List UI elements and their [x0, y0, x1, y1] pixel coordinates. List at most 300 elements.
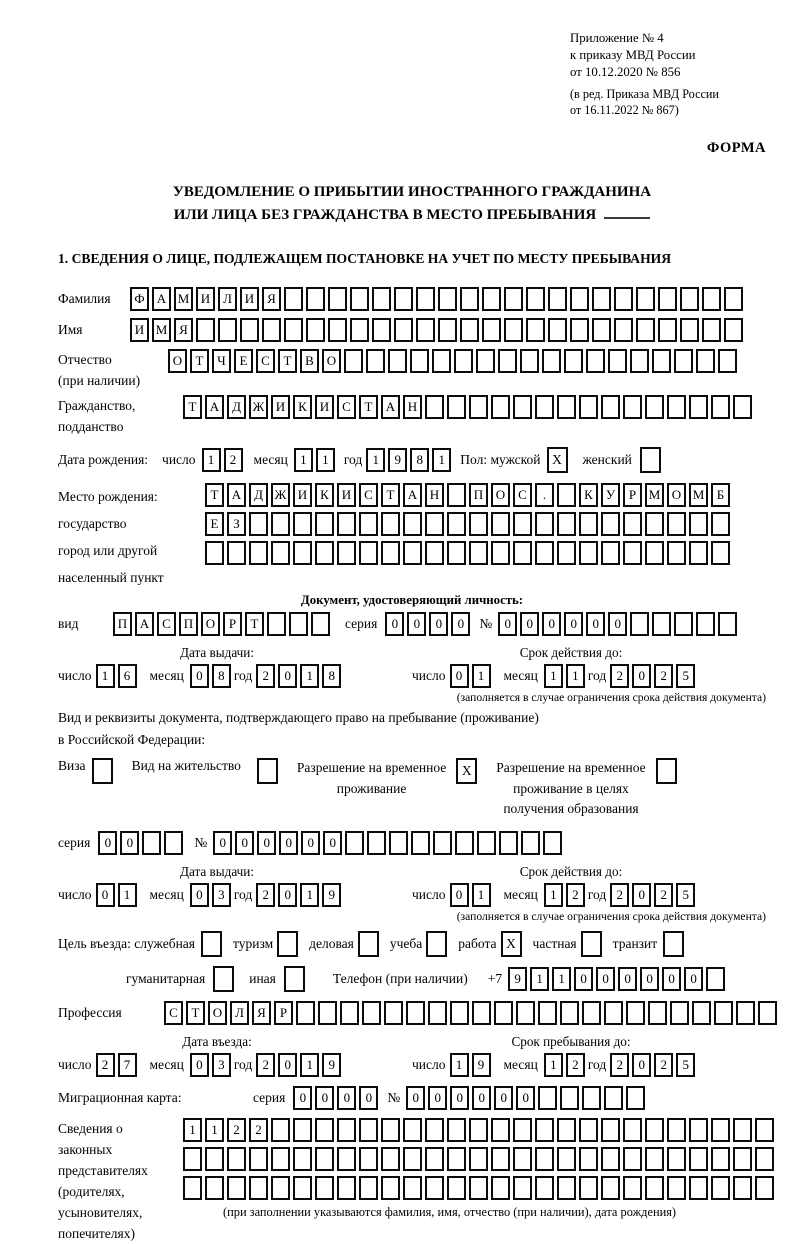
- char-cell[interactable]: 2: [566, 883, 585, 907]
- char-cell[interactable]: [702, 318, 721, 342]
- char-cell[interactable]: [293, 1176, 312, 1200]
- char-cell[interactable]: [680, 318, 699, 342]
- char-cell[interactable]: А: [205, 395, 224, 419]
- char-cell[interactable]: [337, 1176, 356, 1200]
- char-cell[interactable]: [535, 1176, 554, 1200]
- char-cell[interactable]: [667, 512, 686, 536]
- char-cell[interactable]: 9: [322, 883, 341, 907]
- char-cell[interactable]: 2: [256, 1053, 275, 1077]
- char-cell[interactable]: 0: [323, 831, 342, 855]
- char-cell[interactable]: [718, 612, 737, 636]
- char-cell[interactable]: [560, 1086, 579, 1110]
- char-cell[interactable]: 0: [450, 664, 469, 688]
- char-cell[interactable]: 0: [632, 883, 651, 907]
- char-cell[interactable]: [733, 1176, 752, 1200]
- char-cell[interactable]: [538, 1086, 557, 1110]
- char-cell[interactable]: [432, 349, 451, 373]
- char-cell[interactable]: [366, 349, 385, 373]
- char-cell[interactable]: [645, 512, 664, 536]
- char-cell[interactable]: [601, 541, 620, 565]
- char-cell[interactable]: [557, 512, 576, 536]
- char-cell[interactable]: [183, 1147, 202, 1171]
- char-cell[interactable]: [521, 831, 540, 855]
- char-cell[interactable]: Т: [278, 349, 297, 373]
- char-cell[interactable]: [425, 1147, 444, 1171]
- char-cell[interactable]: [476, 349, 495, 373]
- char-cell[interactable]: [516, 1001, 535, 1025]
- char-cell[interactable]: [438, 318, 457, 342]
- char-cell[interactable]: [394, 318, 413, 342]
- char-cell[interactable]: [337, 1147, 356, 1171]
- char-cell[interactable]: [271, 512, 290, 536]
- char-cell[interactable]: О: [667, 483, 686, 507]
- char-cell[interactable]: [425, 1118, 444, 1142]
- char-cell[interactable]: 1: [300, 664, 319, 688]
- char-cell[interactable]: [447, 1176, 466, 1200]
- char-cell[interactable]: [658, 318, 677, 342]
- char-cell[interactable]: [469, 1147, 488, 1171]
- char-cell[interactable]: [262, 318, 281, 342]
- char-cell[interactable]: [604, 1086, 623, 1110]
- char-cell[interactable]: [535, 1118, 554, 1142]
- char-cell[interactable]: 2: [654, 664, 673, 688]
- char-cell[interactable]: [543, 831, 562, 855]
- char-cell[interactable]: С: [337, 395, 356, 419]
- char-cell[interactable]: X: [501, 931, 522, 957]
- char-cell[interactable]: [755, 1176, 774, 1200]
- char-cell[interactable]: [205, 1176, 224, 1200]
- char-cell[interactable]: [491, 1176, 510, 1200]
- char-cell[interactable]: [92, 758, 113, 784]
- char-cell[interactable]: X: [547, 447, 568, 473]
- char-cell[interactable]: [350, 318, 369, 342]
- char-cell[interactable]: 8: [212, 664, 231, 688]
- char-cell[interactable]: С: [256, 349, 275, 373]
- char-cell[interactable]: М: [152, 318, 171, 342]
- char-cell[interactable]: З: [227, 512, 246, 536]
- char-cell[interactable]: [469, 395, 488, 419]
- char-cell[interactable]: О: [208, 1001, 227, 1025]
- char-cell[interactable]: [318, 1001, 337, 1025]
- char-cell[interactable]: [381, 1118, 400, 1142]
- char-cell[interactable]: [513, 1118, 532, 1142]
- char-cell[interactable]: [711, 541, 730, 565]
- char-cell[interactable]: Р: [223, 612, 242, 636]
- char-cell[interactable]: [733, 1147, 752, 1171]
- char-cell[interactable]: [733, 1118, 752, 1142]
- char-cell[interactable]: 2: [610, 1053, 629, 1077]
- char-cell[interactable]: [403, 1147, 422, 1171]
- char-cell[interactable]: [692, 1001, 711, 1025]
- char-cell[interactable]: [706, 967, 725, 991]
- char-cell[interactable]: 0: [293, 1086, 312, 1110]
- char-cell[interactable]: [689, 512, 708, 536]
- char-cell[interactable]: М: [174, 287, 193, 311]
- char-cell[interactable]: [447, 395, 466, 419]
- char-cell[interactable]: [656, 758, 677, 784]
- char-cell[interactable]: [645, 395, 664, 419]
- char-cell[interactable]: П: [469, 483, 488, 507]
- char-cell[interactable]: [227, 1147, 246, 1171]
- char-cell[interactable]: [513, 512, 532, 536]
- char-cell[interactable]: М: [645, 483, 664, 507]
- char-cell[interactable]: Т: [359, 395, 378, 419]
- char-cell[interactable]: [667, 1176, 686, 1200]
- char-cell[interactable]: 0: [406, 1086, 425, 1110]
- char-cell[interactable]: 1: [118, 883, 137, 907]
- char-cell[interactable]: [183, 1176, 202, 1200]
- char-cell[interactable]: [658, 287, 677, 311]
- char-cell[interactable]: 0: [301, 831, 320, 855]
- char-cell[interactable]: [284, 287, 303, 311]
- char-cell[interactable]: 0: [516, 1086, 535, 1110]
- char-cell[interactable]: 2: [566, 1053, 585, 1077]
- char-cell[interactable]: [680, 287, 699, 311]
- char-cell[interactable]: Т: [186, 1001, 205, 1025]
- char-cell[interactable]: [579, 1176, 598, 1200]
- char-cell[interactable]: [337, 541, 356, 565]
- char-cell[interactable]: [249, 512, 268, 536]
- char-cell[interactable]: [359, 1176, 378, 1200]
- char-cell[interactable]: [384, 1001, 403, 1025]
- char-cell[interactable]: Д: [227, 395, 246, 419]
- char-cell[interactable]: [257, 758, 278, 784]
- char-cell[interactable]: 0: [278, 1053, 297, 1077]
- char-cell[interactable]: 1: [183, 1118, 202, 1142]
- char-cell[interactable]: Л: [218, 287, 237, 311]
- char-cell[interactable]: [271, 1176, 290, 1200]
- char-cell[interactable]: [450, 1001, 469, 1025]
- char-cell[interactable]: [667, 541, 686, 565]
- char-cell[interactable]: [630, 612, 649, 636]
- char-cell[interactable]: [513, 395, 532, 419]
- char-cell[interactable]: [586, 349, 605, 373]
- char-cell[interactable]: [277, 931, 298, 957]
- char-cell[interactable]: [494, 1001, 513, 1025]
- char-cell[interactable]: [249, 1176, 268, 1200]
- char-cell[interactable]: [425, 512, 444, 536]
- char-cell[interactable]: [491, 512, 510, 536]
- char-cell[interactable]: [406, 1001, 425, 1025]
- char-cell[interactable]: 0: [542, 612, 561, 636]
- char-cell[interactable]: [645, 1176, 664, 1200]
- char-cell[interactable]: 2: [96, 1053, 115, 1077]
- char-cell[interactable]: [711, 512, 730, 536]
- char-cell[interactable]: [196, 318, 215, 342]
- char-cell[interactable]: 0: [450, 883, 469, 907]
- char-cell[interactable]: [482, 318, 501, 342]
- char-cell[interactable]: 2: [249, 1118, 268, 1142]
- char-cell[interactable]: [579, 395, 598, 419]
- char-cell[interactable]: [359, 512, 378, 536]
- char-cell[interactable]: [293, 1118, 312, 1142]
- char-cell[interactable]: [557, 541, 576, 565]
- char-cell[interactable]: 9: [472, 1053, 491, 1077]
- char-cell[interactable]: [636, 318, 655, 342]
- char-cell[interactable]: [306, 287, 325, 311]
- char-cell[interactable]: [381, 1147, 400, 1171]
- char-cell[interactable]: [535, 512, 554, 536]
- char-cell[interactable]: [227, 541, 246, 565]
- char-cell[interactable]: 2: [256, 664, 275, 688]
- char-cell[interactable]: [711, 1147, 730, 1171]
- char-cell[interactable]: [670, 1001, 689, 1025]
- char-cell[interactable]: [460, 287, 479, 311]
- char-cell[interactable]: Р: [623, 483, 642, 507]
- char-cell[interactable]: [548, 318, 567, 342]
- char-cell[interactable]: 1: [544, 664, 563, 688]
- char-cell[interactable]: [438, 287, 457, 311]
- char-cell[interactable]: [689, 1118, 708, 1142]
- char-cell[interactable]: [293, 1147, 312, 1171]
- char-cell[interactable]: И: [130, 318, 149, 342]
- char-cell[interactable]: 9: [388, 448, 407, 472]
- char-cell[interactable]: 0: [278, 883, 297, 907]
- char-cell[interactable]: 0: [498, 612, 517, 636]
- char-cell[interactable]: [535, 395, 554, 419]
- char-cell[interactable]: 9: [508, 967, 527, 991]
- char-cell[interactable]: [433, 831, 452, 855]
- char-cell[interactable]: [469, 512, 488, 536]
- char-cell[interactable]: [652, 349, 671, 373]
- char-cell[interactable]: [271, 1147, 290, 1171]
- char-cell[interactable]: 0: [428, 1086, 447, 1110]
- char-cell[interactable]: [674, 349, 693, 373]
- char-cell[interactable]: [623, 1147, 642, 1171]
- char-cell[interactable]: [367, 831, 386, 855]
- char-cell[interactable]: [538, 1001, 557, 1025]
- char-cell[interactable]: [623, 1118, 642, 1142]
- char-cell[interactable]: 8: [322, 664, 341, 688]
- char-cell[interactable]: [526, 287, 545, 311]
- char-cell[interactable]: [381, 541, 400, 565]
- char-cell[interactable]: [296, 1001, 315, 1025]
- char-cell[interactable]: [689, 1147, 708, 1171]
- char-cell[interactable]: [601, 512, 620, 536]
- char-cell[interactable]: [164, 831, 183, 855]
- char-cell[interactable]: 1: [530, 967, 549, 991]
- char-cell[interactable]: [482, 287, 501, 311]
- char-cell[interactable]: [626, 1086, 645, 1110]
- char-cell[interactable]: Р: [274, 1001, 293, 1025]
- char-cell[interactable]: 0: [279, 831, 298, 855]
- char-cell[interactable]: 0: [574, 967, 593, 991]
- char-cell[interactable]: А: [227, 483, 246, 507]
- char-cell[interactable]: Ж: [249, 395, 268, 419]
- char-cell[interactable]: 1: [300, 1053, 319, 1077]
- char-cell[interactable]: [388, 349, 407, 373]
- char-cell[interactable]: [579, 512, 598, 536]
- char-cell[interactable]: 1: [432, 448, 451, 472]
- char-cell[interactable]: 1: [450, 1053, 469, 1077]
- char-cell[interactable]: [337, 512, 356, 536]
- char-cell[interactable]: [403, 541, 422, 565]
- char-cell[interactable]: 0: [632, 1053, 651, 1077]
- char-cell[interactable]: [667, 1118, 686, 1142]
- char-cell[interactable]: Е: [234, 349, 253, 373]
- char-cell[interactable]: [614, 318, 633, 342]
- char-cell[interactable]: 5: [676, 1053, 695, 1077]
- char-cell[interactable]: 3: [212, 1053, 231, 1077]
- char-cell[interactable]: [454, 349, 473, 373]
- char-cell[interactable]: [344, 349, 363, 373]
- char-cell[interactable]: [460, 318, 479, 342]
- char-cell[interactable]: [608, 349, 627, 373]
- char-cell[interactable]: [315, 1147, 334, 1171]
- char-cell[interactable]: И: [337, 483, 356, 507]
- char-cell[interactable]: [535, 541, 554, 565]
- char-cell[interactable]: Т: [381, 483, 400, 507]
- char-cell[interactable]: [447, 1147, 466, 1171]
- char-cell[interactable]: А: [403, 483, 422, 507]
- char-cell[interactable]: [201, 931, 222, 957]
- char-cell[interactable]: [630, 349, 649, 373]
- char-cell[interactable]: [674, 612, 693, 636]
- char-cell[interactable]: Я: [174, 318, 193, 342]
- char-cell[interactable]: [425, 395, 444, 419]
- char-cell[interactable]: [542, 349, 561, 373]
- char-cell[interactable]: [426, 931, 447, 957]
- char-cell[interactable]: 0: [429, 612, 448, 636]
- char-cell[interactable]: [381, 1176, 400, 1200]
- char-cell[interactable]: 2: [224, 448, 243, 472]
- char-cell[interactable]: [410, 349, 429, 373]
- char-cell[interactable]: [702, 287, 721, 311]
- char-cell[interactable]: [372, 287, 391, 311]
- char-cell[interactable]: Н: [425, 483, 444, 507]
- char-cell[interactable]: К: [293, 395, 312, 419]
- char-cell[interactable]: [359, 541, 378, 565]
- char-cell[interactable]: У: [601, 483, 620, 507]
- char-cell[interactable]: [696, 349, 715, 373]
- char-cell[interactable]: [142, 831, 161, 855]
- char-cell[interactable]: 2: [610, 664, 629, 688]
- char-cell[interactable]: О: [491, 483, 510, 507]
- char-cell[interactable]: [579, 1118, 598, 1142]
- char-cell[interactable]: [358, 931, 379, 957]
- char-cell[interactable]: [601, 1147, 620, 1171]
- char-cell[interactable]: А: [152, 287, 171, 311]
- char-cell[interactable]: [293, 512, 312, 536]
- char-cell[interactable]: [416, 287, 435, 311]
- char-cell[interactable]: 0: [120, 831, 139, 855]
- char-cell[interactable]: [411, 831, 430, 855]
- char-cell[interactable]: [284, 966, 305, 992]
- char-cell[interactable]: [328, 287, 347, 311]
- char-cell[interactable]: К: [579, 483, 598, 507]
- char-cell[interactable]: [570, 318, 589, 342]
- char-cell[interactable]: [592, 287, 611, 311]
- char-cell[interactable]: [645, 1147, 664, 1171]
- char-cell[interactable]: Е: [205, 512, 224, 536]
- char-cell[interactable]: [213, 966, 234, 992]
- char-cell[interactable]: 1: [202, 448, 221, 472]
- char-cell[interactable]: [469, 1118, 488, 1142]
- char-cell[interactable]: [663, 931, 684, 957]
- char-cell[interactable]: [513, 1147, 532, 1171]
- char-cell[interactable]: [614, 287, 633, 311]
- char-cell[interactable]: [667, 395, 686, 419]
- char-cell[interactable]: [337, 1118, 356, 1142]
- char-cell[interactable]: [557, 1147, 576, 1171]
- char-cell[interactable]: [736, 1001, 755, 1025]
- char-cell[interactable]: [472, 1001, 491, 1025]
- char-cell[interactable]: [711, 1118, 730, 1142]
- char-cell[interactable]: 1: [300, 883, 319, 907]
- char-cell[interactable]: [403, 1118, 422, 1142]
- char-cell[interactable]: [582, 1001, 601, 1025]
- char-cell[interactable]: [315, 541, 334, 565]
- char-cell[interactable]: 0: [278, 664, 297, 688]
- char-cell[interactable]: С: [157, 612, 176, 636]
- char-cell[interactable]: [733, 395, 752, 419]
- char-cell[interactable]: [372, 318, 391, 342]
- char-cell[interactable]: Т: [245, 612, 264, 636]
- char-cell[interactable]: [403, 1176, 422, 1200]
- char-cell[interactable]: 0: [662, 967, 681, 991]
- char-cell[interactable]: [667, 1147, 686, 1171]
- char-cell[interactable]: [564, 349, 583, 373]
- char-cell[interactable]: [491, 541, 510, 565]
- char-cell[interactable]: [601, 1176, 620, 1200]
- char-cell[interactable]: [623, 1176, 642, 1200]
- char-cell[interactable]: [520, 349, 539, 373]
- char-cell[interactable]: [394, 287, 413, 311]
- char-cell[interactable]: [491, 1118, 510, 1142]
- char-cell[interactable]: [315, 1118, 334, 1142]
- char-cell[interactable]: 9: [322, 1053, 341, 1077]
- char-cell[interactable]: 0: [618, 967, 637, 991]
- char-cell[interactable]: .: [535, 483, 554, 507]
- char-cell[interactable]: С: [164, 1001, 183, 1025]
- char-cell[interactable]: 0: [190, 883, 209, 907]
- char-cell[interactable]: 1: [294, 448, 313, 472]
- char-cell[interactable]: 0: [520, 612, 539, 636]
- char-cell[interactable]: А: [135, 612, 154, 636]
- char-cell[interactable]: [689, 541, 708, 565]
- char-cell[interactable]: [604, 1001, 623, 1025]
- char-cell[interactable]: [350, 287, 369, 311]
- char-cell[interactable]: П: [113, 612, 132, 636]
- char-cell[interactable]: 0: [596, 967, 615, 991]
- char-cell[interactable]: [560, 1001, 579, 1025]
- char-cell[interactable]: X: [456, 758, 477, 784]
- char-cell[interactable]: 2: [610, 883, 629, 907]
- char-cell[interactable]: Л: [230, 1001, 249, 1025]
- char-cell[interactable]: 0: [632, 664, 651, 688]
- char-cell[interactable]: [626, 1001, 645, 1025]
- char-cell[interactable]: [570, 287, 589, 311]
- char-cell[interactable]: [315, 512, 334, 536]
- char-cell[interactable]: Я: [252, 1001, 271, 1025]
- char-cell[interactable]: [328, 318, 347, 342]
- char-cell[interactable]: [504, 287, 523, 311]
- char-cell[interactable]: [447, 541, 466, 565]
- char-cell[interactable]: 0: [190, 664, 209, 688]
- char-cell[interactable]: Ч: [212, 349, 231, 373]
- char-cell[interactable]: [284, 318, 303, 342]
- char-cell[interactable]: [271, 1118, 290, 1142]
- char-cell[interactable]: 0: [235, 831, 254, 855]
- char-cell[interactable]: 1: [366, 448, 385, 472]
- char-cell[interactable]: [315, 1176, 334, 1200]
- char-cell[interactable]: [389, 831, 408, 855]
- char-cell[interactable]: [425, 1176, 444, 1200]
- char-cell[interactable]: И: [293, 483, 312, 507]
- char-cell[interactable]: 0: [96, 883, 115, 907]
- char-cell[interactable]: [758, 1001, 777, 1025]
- char-cell[interactable]: 1: [472, 883, 491, 907]
